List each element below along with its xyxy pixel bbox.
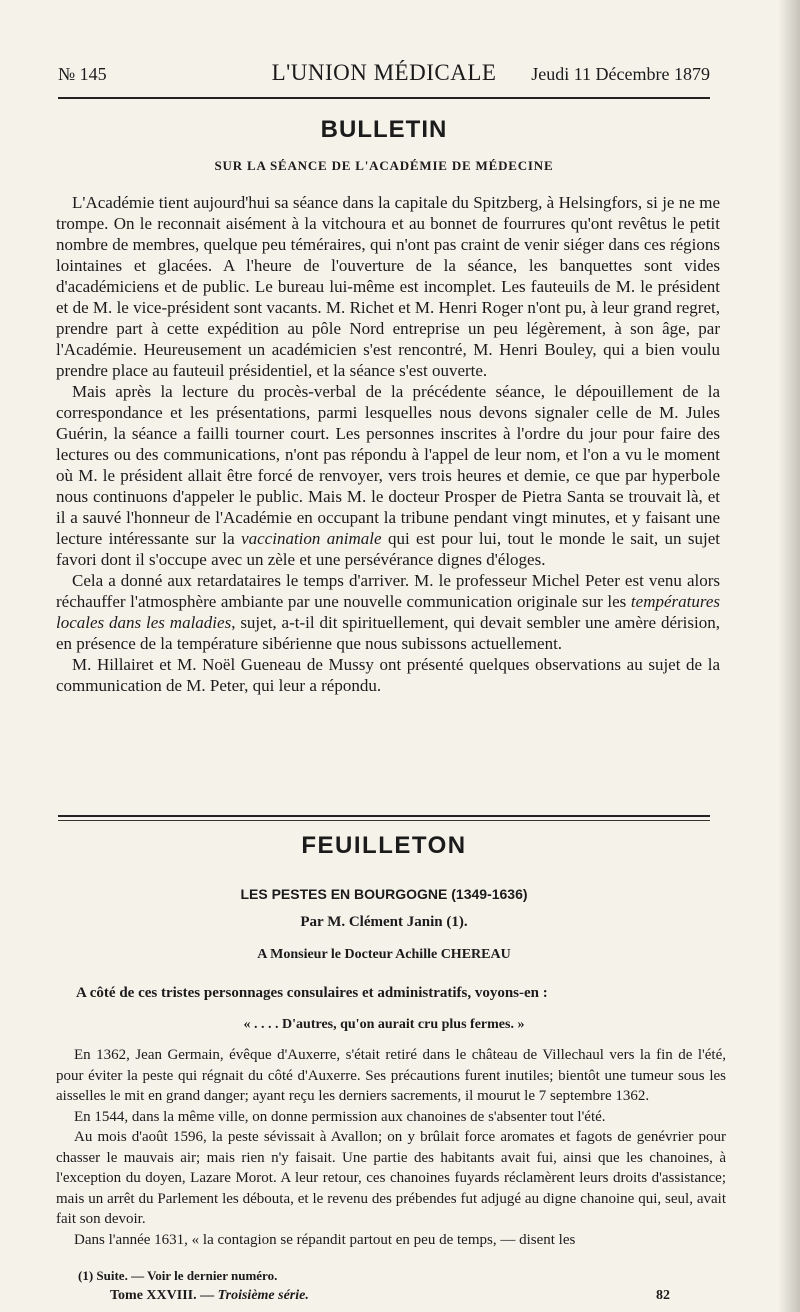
feuilleton-author: Par M. Clément Janin (1). — [300, 914, 468, 930]
section-rule — [58, 815, 710, 817]
feuilleton-paragraph-2: En 1544, dans la même ville, on donne permission aux chanoines de s'absenter tout l'été. — [74, 1108, 606, 1125]
bulletin-paragraph-3 — [56, 570, 720, 654]
text-run: Cela a donné aux retardataires le temps d'arriver. M. le professeur Michel Peter est venu alors réchauffer l'atmosphère ambiante par une nouvelle communication originale sur les — [56, 571, 720, 611]
feuilleton-body — [56, 1045, 726, 1250]
journal-title: L'UNION MÉDICALE — [271, 60, 497, 85]
bulletin-subtitle: SUR LA SÉANCE DE L'ACADÉMIE DE MÉDECINE — [214, 158, 554, 173]
text-run: qui est pour lui, tout le monde le sait, un sujet favori dont il s'occupe avec un zèle et une persévérance dignes d'éloges. — [56, 529, 720, 569]
bulletin-paragraph-1: L'Académie tient aujourd'hui sa séance dans la capitale du Spitzberg, à Helsingfors, si je ne me trompe. On le reconnait aisément à la vitchoura et au bonnet de fourrures qu'ont revêtus le petit nombre de membres, quelque peu téméraires, qui n'ont pas craint de venir siéger dans ces régions lointaines et glacées. A l'heure de l'ouverture de la séance, les banquettes sont vides d'académiciens et de public. Le bureau lui-même est incomplet. Les fauteuils de M. le président et de M. le vice-président sont vacants. M. Richet et M. Henri Roger n'ont pu, à leur grand regret, prendre part à cette expédition au pôle Nord entreprise un peu légèrement, à son âge, par l'Académie. Heureusement un académicien s'est rencontré, M. Henri Bouley, qui a bien voulu prendre place au fauteuil présidentiel, et la séance s'est ouverte. — [56, 193, 720, 380]
emphasis-temperatures: températures locales dans les maladies — [56, 592, 720, 632]
page-number: 82 — [656, 1288, 670, 1303]
bulletin-title: BULLETIN — [320, 116, 448, 143]
feuilleton-paragraph-1: En 1362, Jean Germain, évêque d'Auxerre, s'était retiré dans le château de Villechaul vers la fin de l'été, pour éviter la peste qui régnait du côté d'Auxerre. Ses précautions furent inutiles; bientôt une tumeur sous les aisselles le mit en grand danger; ayant reçu les derniers sacrements, il mourut le 7 septembre 1362. — [56, 1047, 726, 1104]
feuilleton-intro: A côté de ces tristes personnages consulaires et administratifs, voyons-en : — [76, 985, 548, 1001]
page-footer — [110, 1288, 670, 1306]
feuilleton-dedication: A Monsieur le Docteur Achille CHEREAU — [257, 947, 511, 962]
volume-label: Tome XXVIII. — — [110, 1288, 218, 1303]
page-edge-shadow — [778, 0, 800, 1312]
section-rule-thin — [58, 820, 710, 821]
bulletin-paragraph-2 — [56, 381, 720, 570]
bulletin-body — [56, 192, 720, 696]
feuilleton-paragraph-3: Au mois d'août 1596, la peste sévissait à Avallon; on y brûlait force aromates et fagots de genévrier pour chasser le mauvais air; mais rien n'y faisait. Une partie des habitants avait fui, ainsi que les chanoines, à l'exception du doyen, Lazare Morot. A leur retour, ces chanoines fuyards réclamèrent leurs droits d'assistance; mais un arrêt du Parlement les débouta, et le revenu des prébendes fut adjugé au digne chanoine qui, seul, avait fait son devoir. — [56, 1129, 726, 1227]
issue-number: № 145 — [58, 64, 107, 84]
footnote: (1) Suite. — Voir le dernier numéro. — [78, 1268, 278, 1283]
issue-date: Jeudi 11 Décembre 1879 — [531, 64, 710, 84]
volume-info — [110, 1288, 309, 1304]
bulletin-paragraph-4: M. Hillairet et M. Noël Gueneau de Mussy ont présenté quelques observations au sujet de la communication de M. Peter, qui leur a répondu. — [56, 655, 720, 695]
header-rule — [58, 97, 710, 99]
text-run: , sujet, a-t-il dit spirituellement, qui devait sembler une amère dérision, en présence de la température sibérienne que nous subissons actuellement. — [56, 613, 720, 653]
page-header — [58, 60, 710, 88]
feuilleton-quote: « . . . . D'autres, qu'on aurait cru plus fermes. » — [243, 1017, 525, 1032]
emphasis-vaccination: vaccination animale — [241, 529, 382, 548]
feuilleton-subtitle: LES PESTES EN BOURGOGNE (1349-1636) — [240, 886, 528, 902]
feuilleton-paragraph-4: Dans l'année 1631, « la contagion se répandit partout en peu de temps, — disent les — [74, 1231, 576, 1248]
series-label: Troisième série. — [217, 1288, 309, 1303]
text-run: Mais après la lecture du procès-verbal de la précédente séance, le dépouillement de la correspondance et les présentations, parmi lesquelles nous devons signaler celle de M. Jules Guérin, la séance a failli tourner court. Les personnes inscrites à l'ordre du jour pour faire des lectures ou des communications, n'ont pas répondu à l'appel de leur nom, et l'on a vu le moment où M. le président allait être forcé de renvoyer, vers trois heures et demie, ce que par hyperbole nous continuons d'appeler le public. Mais M. le docteur Prosper de Pietra Santa se trouvait là, et il a sauvé l'honneur de l'Académie en occupant la tribune pendant vingt minutes, et y faisant une lecture intéressante sur la — [56, 382, 720, 548]
feuilleton-title: FEUILLETON — [301, 832, 467, 859]
